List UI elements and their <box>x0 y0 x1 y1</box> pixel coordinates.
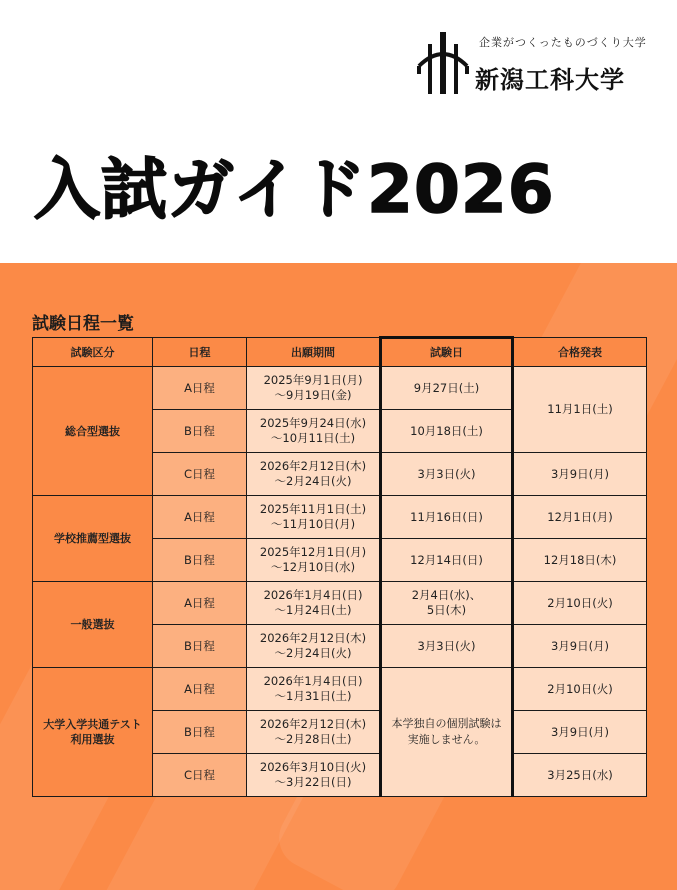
schedule-cell: C日程 <box>153 754 247 797</box>
table-row <box>33 582 647 625</box>
category-cell: 学校推薦型選抜 <box>33 496 153 582</box>
schedule-cell: A日程 <box>153 367 247 410</box>
period-start: 2026年2月12日(木) <box>259 631 367 645</box>
exam-date-line1: 2月4日(水)、 <box>411 588 482 602</box>
exam-date-cell: 3月3日(火) <box>381 625 513 668</box>
schedule-cell: B日程 <box>153 711 247 754</box>
period-end: 〜12月10日(水) <box>270 560 356 574</box>
page-title: 入試ガイド2026 <box>34 151 555 228</box>
schedule-cell: C日程 <box>153 453 247 496</box>
header-exam-date: 試験日 <box>381 338 513 367</box>
exam-date-cell <box>381 582 513 625</box>
period-cell <box>247 410 381 453</box>
period-cell <box>247 539 381 582</box>
period-end: 〜2月24日(火) <box>274 474 352 488</box>
header-period: 出願期間 <box>247 338 381 367</box>
exam-note-line2: 実施しません。 <box>407 733 486 746</box>
period-end: 〜3月22日(日) <box>274 775 352 789</box>
category-cell: 一般選抜 <box>33 582 153 668</box>
university-logo-icon <box>417 32 469 94</box>
period-end: 〜1月24日(土) <box>274 603 352 617</box>
period-cell <box>247 496 381 539</box>
result-cell: 3月25日(水) <box>513 754 647 797</box>
period-end: 〜2月28日(土) <box>274 732 352 746</box>
section-title: 試験日程一覧 <box>32 314 134 334</box>
exam-date-cell <box>381 668 513 797</box>
period-start: 2026年3月10日(火) <box>259 760 367 774</box>
period-end: 〜11月10日(月) <box>270 517 356 531</box>
exam-date-cell: 9月27日(土) <box>381 367 513 410</box>
exam-date-cell: 11月16日(日) <box>381 496 513 539</box>
period-cell <box>247 453 381 496</box>
header-result: 合格発表 <box>513 338 647 367</box>
period-start: 2025年9月1日(月) <box>263 373 363 387</box>
period-cell <box>247 711 381 754</box>
schedule-cell: A日程 <box>153 496 247 539</box>
period-start: 2025年11月1日(土) <box>259 502 367 516</box>
header-schedule: 日程 <box>153 338 247 367</box>
schedule-cell: B日程 <box>153 625 247 668</box>
period-cell <box>247 668 381 711</box>
period-end: 〜9月19日(金) <box>274 388 352 402</box>
period-start: 2026年1月4日(日) <box>263 674 363 688</box>
period-start: 2026年2月12日(木) <box>259 459 367 473</box>
university-tagline: 企業がつくったものづくり大学 <box>479 36 647 49</box>
table-row <box>33 367 647 410</box>
result-cell: 12月18日(木) <box>513 539 647 582</box>
table-header-row <box>33 338 647 367</box>
exam-date-cell: 10月18日(土) <box>381 410 513 453</box>
result-cell: 12月1日(月) <box>513 496 647 539</box>
table-row <box>33 668 647 711</box>
university-logo <box>417 30 657 100</box>
category-line2: 利用選抜 <box>70 733 115 746</box>
schedule-cell: B日程 <box>153 539 247 582</box>
period-start: 2025年12月1日(月) <box>259 545 367 559</box>
category-cell: 総合型選抜 <box>33 367 153 496</box>
schedule-cell: A日程 <box>153 668 247 711</box>
university-name: 新潟工科大学 <box>475 66 625 94</box>
category-cell <box>33 668 153 797</box>
exam-date-cell: 12月14日(日) <box>381 539 513 582</box>
period-start: 2026年1月4日(日) <box>263 588 363 602</box>
result-cell: 3月9日(月) <box>513 625 647 668</box>
result-cell: 11月1日(土) <box>513 367 647 453</box>
schedule-cell: B日程 <box>153 410 247 453</box>
exam-date-line2: 5日(木) <box>426 603 467 617</box>
schedule-cell: A日程 <box>153 582 247 625</box>
exam-schedule-table <box>32 336 647 797</box>
period-end: 〜10月11日(土) <box>270 431 356 445</box>
category-line1: 大学入学共通テスト <box>43 718 142 731</box>
period-start: 2026年2月12日(木) <box>259 717 367 731</box>
exam-note-line1: 本学独自の個別試験は <box>391 717 502 730</box>
table-row <box>33 496 647 539</box>
period-end: 〜1月31日(土) <box>274 689 352 703</box>
result-cell: 2月10日(火) <box>513 582 647 625</box>
exam-date-cell: 3月3日(火) <box>381 453 513 496</box>
period-cell <box>247 754 381 797</box>
result-cell: 3月9日(月) <box>513 453 647 496</box>
period-cell <box>247 625 381 668</box>
period-cell <box>247 582 381 625</box>
period-cell <box>247 367 381 410</box>
result-cell: 2月10日(火) <box>513 668 647 711</box>
period-start: 2025年9月24日(水) <box>259 416 367 430</box>
period-end: 〜2月24日(火) <box>274 646 352 660</box>
result-cell: 3月9日(月) <box>513 711 647 754</box>
header-category: 試験区分 <box>33 338 153 367</box>
